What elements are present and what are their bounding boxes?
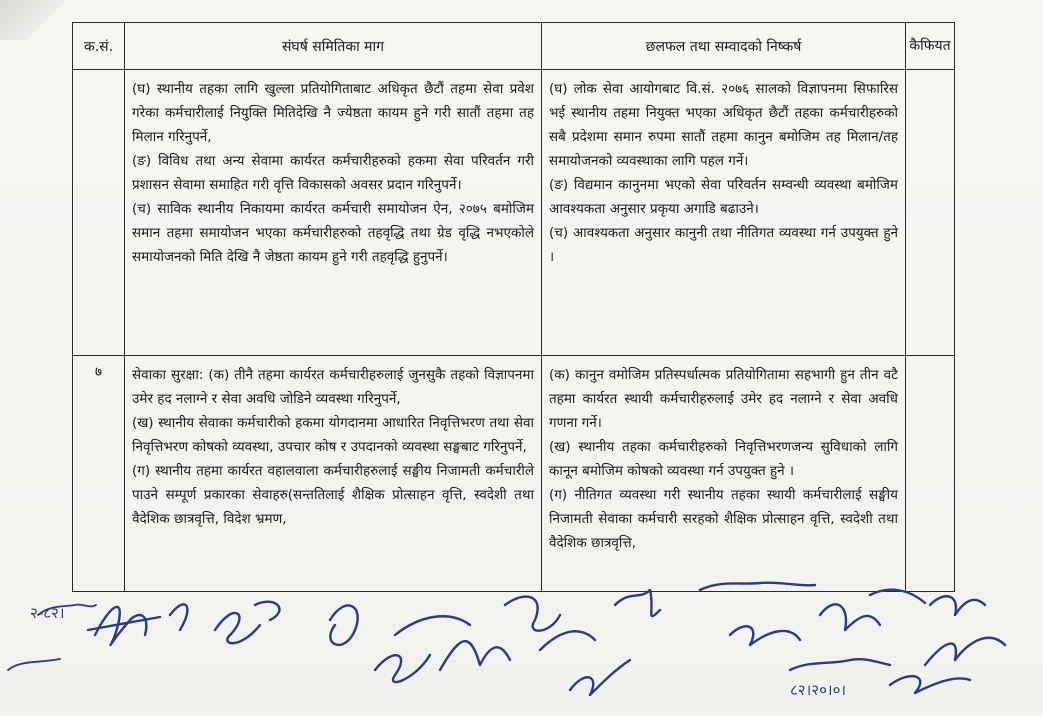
conclusion-item-kha: (ख) स्थानीय तहका कर्मचारीहरुको निवृत्तिभरणजन्य सुविधाको लागि कानून बमोजिम कोषको व्यवस्था गर्न उपयुक्त हुने । [549,439,898,479]
handwritten-note: २-८२। [30,604,65,622]
header-remarks: कैफियत [906,23,955,70]
header-discussion-conclusion: छलफल तथा सम्वादको निष्कर्ष [542,23,906,70]
demand-item-cha: (च) साविक स्थानीय निकायमा कार्यरत कर्मचारी समायोजन ऐन, २०७५ बमोजिम समान तहमा समायोजन भएका कर्मचारीहरुको तहवृद्धि तथा ग्रेड वृद्धि नभएकोले समायोजनको मिति देखि नै जेष्ठता कायम हुने गरी तहवृद्धि हुनुपर्ने। [132,201,534,265]
table-row [73,70,955,356]
folded-corner [0,0,70,40]
signatures-area [0,575,1043,712]
demand-cell [125,356,542,592]
remarks-cell [906,356,955,592]
header-committee-demand: संघर्ष समितिका माग [125,23,542,70]
conclusion-item-cha: (च) आवश्यकता अनुसार कानुनी तथा नीतिगत व्यवस्था गर्न उपयुक्त हुने । [549,225,898,265]
demand-item-ka: सेवाका सुरक्षा: (क) तीनै तहमा कार्यरत कर्मचारीहरुलाई जुनसुकै तहको विज्ञापनमा उमेर हद नलाग्ने र सेवा अवधि जोडिने व्यवस्था गरिनुपर्ने, [132,367,534,407]
conclusion-item-ka: (क) कानुन वमोजिम प्रतिस्पर्धात्मक प्रतियोगितामा सहभागी हुन तीन वटै तहमा कार्यरत स्थायी कर्मचारीहरुलाई उमेर हद नलाग्ने र सेवा अवधि गणना गर्ने। [549,367,898,431]
conclusion-cell [542,70,906,356]
remarks-cell [906,70,955,356]
header-serial-number: क.सं. [73,23,125,70]
signatures-drawing [0,575,1043,712]
demand-item-gha: (घ) स्थानीय तहका लागि खुल्ला प्रतियोगिताबाट अधिकृत छैटौं तहमा सेवा प्रवेश गरेका कर्मचारीलाई नियुक्ति मितिदेखि नै ज्येष्ठता कायम हुने गरी सातौं तहमा तह मिलान गरिनुपर्ने, [132,81,534,145]
conclusion-item-gha: (घ) लोक सेवा आयोगबाट वि.सं. २०७६ सालको विज्ञापनमा सिफारिस भई स्थानीय तहमा नियुक्त भएका अधिकृत छैटौं तहका कर्मचारीहरुको सबै प्रदेशमा समान रुपमा सातौं तहमा कानुन बमोजिम तह मिलान/तह समायोजनको व्यवस्थाका लागि पहल गर्ने। [549,81,898,169]
demand-cell [125,70,542,356]
table-row [73,356,955,592]
demand-item-ga: (ग) स्थानीय तहमा कार्यरत वहालवाला कर्मचारीहरुलाई सङ्घीय निजामती कर्मचारीले पाउने सम्पूर्ण प्रकारका सेवाहरु(सन्ततिलाई शैक्षिक प्रोत्साहन वृत्ति, स्वदेशी तथा वैदेशिक छात्रवृत्ति, विदेश भ्रमण, [132,463,534,527]
serial-number-cell [73,70,125,356]
conclusion-item-nga: (ङ) विद्यमान कानुनमा भएको सेवा परिवर्तन सम्वन्धी व्यवस्था बमोजिम आवश्यकता अनुसार प्रकृया अगाडि बढाउने। [549,177,898,217]
conclusion-cell [542,356,906,592]
agreement-table [72,22,955,592]
conclusion-item-ga: (ग) नीतिगत व्यवस्था गरी स्थानीय तहका स्थायी कर्मचारीलाई सङ्घीय निजामती सेवाका कर्मचारी सरहको शैक्षिक प्रोत्साहन वृत्ति, स्वदेशी तथा वैदेशिक छात्रवृत्ति, [549,487,898,551]
demand-item-kha: (ख) स्थानीय सेवाका कर्मचारीको हकमा योगदानमा आधारित निवृत्तिभरण तथा सेवा निवृत्तिभरण कोषको व्यवस्था, उपचार कोष र उपदानको व्यवस्था सङ्घबाट गरिनुपर्ने, [132,415,534,455]
demand-item-nga: (ङ) विविध तथा अन्य सेवामा कार्यरत कर्मचारीहरुको हकमा सेवा परिवर्तन गरी प्रशासन सेवामा समाहित गरी वृत्ति विकासको अवसर प्रदान गरिनुपर्ने। [132,153,534,193]
handwritten-note: ८२।२०।०। [790,681,847,699]
table-header-row [73,23,955,70]
serial-number-cell: ७ [73,356,125,592]
